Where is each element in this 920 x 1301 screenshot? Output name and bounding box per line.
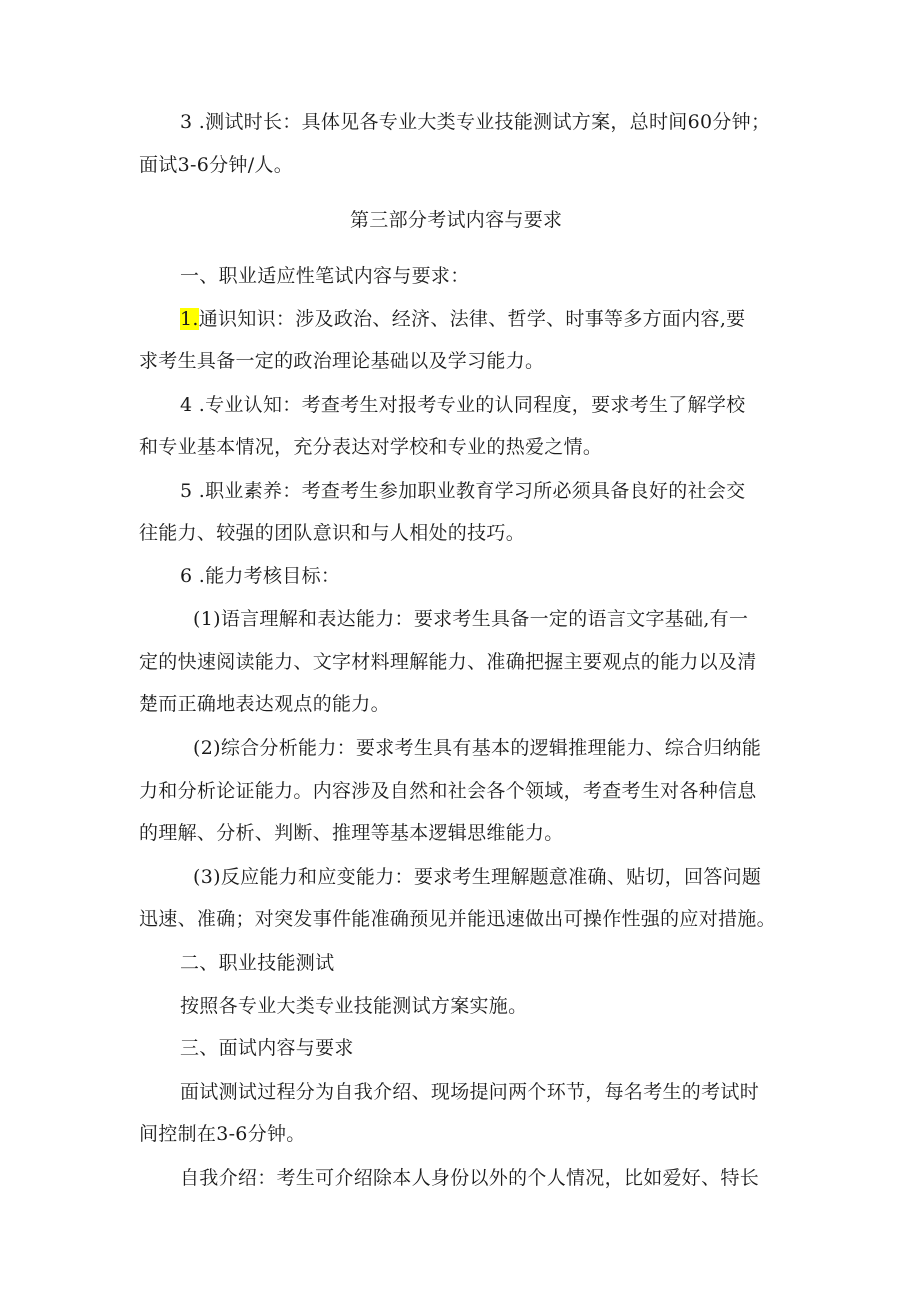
duration-line-2: 面试3-6分钟/人。 (139, 154, 293, 176)
sub3-line-1: (3)反应能力和应变能力：要求考生理解题意准确、贴切，回答问题 (193, 866, 762, 888)
sub1-line-1: (1)语言理解和表达能力：要求考生具备一定的语言文字基础,有一 (193, 608, 749, 630)
sub2-line-3: 的理解、分析、判断、推理等基本逻辑思维能力。 (139, 822, 564, 844)
section3-heading: 三、面试内容与要求 (180, 1037, 354, 1059)
section3-body-line-1: 面试测试过程分为自我介绍、现场提问两个环节，每名考生的考试时 (180, 1081, 760, 1103)
item1-line-1 (180, 307, 745, 331)
item1-number-highlight: 1. (180, 308, 199, 330)
item4-line-1: 4 .专业认知：考查考生对报考专业的认同程度，要求考生了解学校 (180, 394, 746, 416)
item5-line-2: 往能力、较强的团队意识和与人相处的技巧。 (139, 522, 526, 544)
sub3-line-2: 迅速、准确；对突发事件能准确预见并能迅速做出可操作性强的应对措施。 (139, 908, 776, 930)
section2-body: 按照各专业大类专业技能测试方案实施。 (180, 995, 528, 1017)
item4-line-2: 和专业基本情况，充分表达对学校和专业的热爱之情。 (139, 436, 603, 458)
section3-body-line-2: 间控制在3-6分钟。 (139, 1123, 306, 1145)
part3-title: 第三部分考试内容与要求 (350, 209, 563, 231)
item6-heading: 6 .能力考核目标： (180, 565, 341, 587)
sub2-line-1: (2)综合分析能力：要求考生具有基本的逻辑推理能力、综合归纳能 (193, 737, 762, 759)
section2-heading: 二、职业技能测试 (180, 952, 335, 974)
item1-line-2: 求考生具备一定的政治理论基础以及学习能力。 (139, 350, 545, 372)
section1-heading: 一、职业适应性笔试内容与要求： (180, 265, 470, 287)
duration-line-1: 3 .测试时长：具体见各专业大类专业技能测试方案，总时间60分钟； (180, 111, 771, 133)
sub1-line-3: 楚而正确地表达观点的能力。 (139, 693, 390, 715)
item5-line-1: 5 .职业素养：考查考生参加职业教育学习所必须具备良好的社会交 (180, 480, 746, 502)
sub2-line-2: 力和分析论证能力。内容涉及自然和社会各个领域，考查考生对各种信息 (139, 780, 757, 802)
self-intro-line: 自我介绍：考生可介绍除本人身份以外的个人情况，比如爱好、特长 (180, 1167, 760, 1189)
item1-text: 通识知识：涉及政治、经济、法律、哲学、时事等多方面内容,要 (198, 308, 746, 330)
sub1-line-2: 定的快速阅读能力、文字材料理解能力、准确把握主要观点的能力以及清 (139, 651, 757, 673)
